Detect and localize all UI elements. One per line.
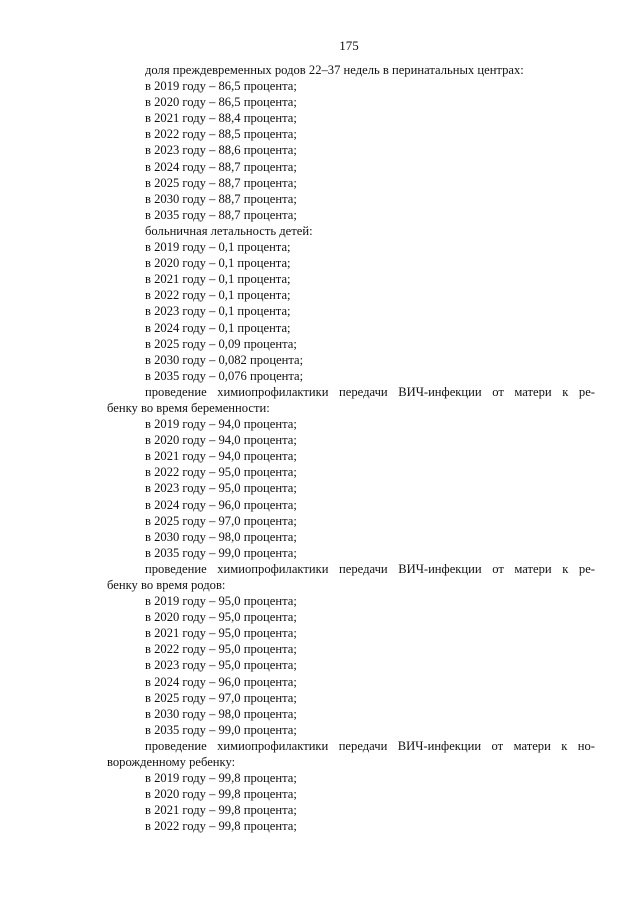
list-item: в 2035 году – 88,7 процента; <box>145 207 297 222</box>
list-item: в 2023 году – 88,6 процента; <box>145 143 297 158</box>
section-hiv-pregnancy <box>107 384 595 561</box>
list-item: в 2030 году – 98,0 процента; <box>145 706 297 721</box>
list-item: в 2020 году – 0,1 процента; <box>145 256 291 271</box>
section-heading-continuation: бенку во время родов: <box>107 578 226 592</box>
section-heading: проведение химиопрофилактики передачи ВИЧ-инфекции от матери к но- <box>145 738 595 753</box>
list-item: в 2030 году – 98,0 процента; <box>145 529 297 544</box>
list-item: в 2025 году – 88,7 процента; <box>145 175 297 190</box>
list-item: в 2021 году – 0,1 процента; <box>145 272 291 287</box>
list-item: в 2022 году – 95,0 процента; <box>145 465 297 480</box>
list-item: в 2019 году – 94,0 процента; <box>145 417 297 432</box>
list-item: в 2021 году – 95,0 процента; <box>145 626 297 641</box>
list-item: в 2020 году – 99,8 процента; <box>145 787 297 802</box>
section-preterm-births <box>107 62 595 223</box>
list-item: в 2024 году – 0,1 процента; <box>145 320 291 335</box>
list-item: в 2019 году – 86,5 процента; <box>145 79 297 94</box>
list-item: в 2023 году – 95,0 процента; <box>145 481 297 496</box>
list-item: в 2023 году – 0,1 процента; <box>145 304 291 319</box>
list-item: в 2021 году – 99,8 процента; <box>145 803 297 818</box>
list-item: в 2024 году – 96,0 процента; <box>145 674 297 689</box>
list-item: в 2022 году – 95,0 процента; <box>145 642 297 657</box>
section-heading: больничная летальность детей: <box>145 223 313 238</box>
list-item: в 2024 году – 88,7 процента; <box>145 159 297 174</box>
section-heading-continuation: бенку во время беременности: <box>107 400 270 415</box>
list-item: в 2025 году – 0,09 процента; <box>145 336 297 351</box>
page-number: 175 <box>339 38 359 53</box>
list-item: в 2021 году – 88,4 процента; <box>145 111 297 126</box>
list-item: в 2025 году – 97,0 процента; <box>145 513 297 528</box>
section-heading: проведение химиопрофилактики передачи ВИЧ-инфекции от матери к ре- <box>145 384 595 399</box>
list-item: в 2019 году – 95,0 процента; <box>145 594 297 609</box>
list-item: в 2019 году – 99,8 процента; <box>145 771 297 786</box>
list-item: в 2035 году – 99,0 процента; <box>145 722 297 737</box>
list-item: в 2030 году – 0,082 процента; <box>145 352 304 367</box>
list-item: в 2035 году – 99,0 процента; <box>145 545 297 560</box>
list-item: в 2022 году – 88,5 процента; <box>145 127 297 142</box>
list-item: в 2020 году – 94,0 процента; <box>145 433 297 448</box>
section-heading: доля преждевременных родов 22–37 недель в перинатальных центрах: <box>145 63 524 77</box>
list-item: в 2022 году – 99,8 процента; <box>145 819 297 834</box>
list-item: в 2030 году – 88,7 процента; <box>145 191 297 206</box>
list-item: в 2020 году – 95,0 процента; <box>145 610 297 625</box>
list-item: в 2035 году – 0,076 процента; <box>145 368 304 383</box>
section-hiv-newborn <box>107 738 595 835</box>
list-item: в 2025 году – 97,0 процента; <box>145 690 297 705</box>
list-item: в 2022 году – 0,1 процента; <box>145 288 291 303</box>
list-item: в 2024 году – 96,0 процента; <box>145 497 297 512</box>
list-item: в 2019 году – 0,1 процента; <box>145 240 291 255</box>
section-heading: проведение химиопрофилактики передачи ВИЧ-инфекции от матери к ре- <box>145 561 595 576</box>
section-child-mortality <box>107 223 595 384</box>
section-heading-continuation: ворожденному ребенку: <box>107 755 236 770</box>
section-hiv-childbirth <box>107 561 595 738</box>
list-item: в 2020 году – 86,5 процента; <box>145 95 297 110</box>
list-item: в 2021 году – 94,0 процента; <box>145 449 297 464</box>
document-body <box>107 62 595 835</box>
list-item: в 2023 году – 95,0 процента; <box>145 658 297 673</box>
